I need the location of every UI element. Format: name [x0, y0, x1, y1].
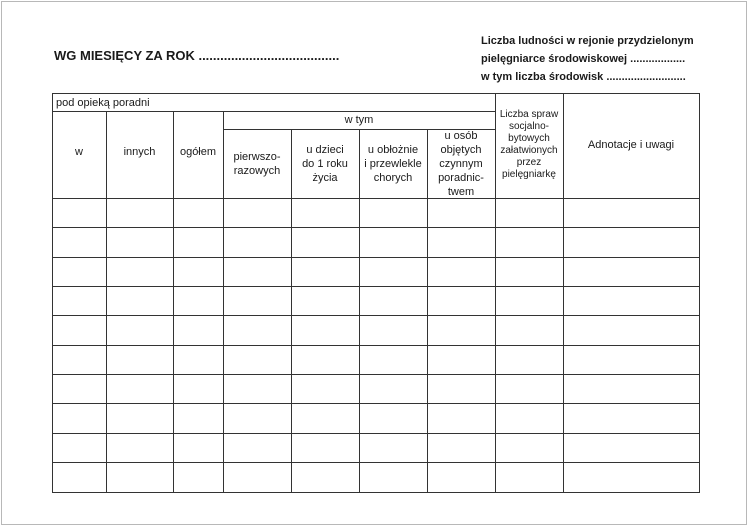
- table-cell[interactable]: [428, 375, 495, 403]
- table-cell[interactable]: [107, 375, 173, 403]
- table-cell[interactable]: [107, 346, 173, 374]
- header-pod-opieka: pod opieką poradni: [56, 96, 150, 109]
- table-cell[interactable]: [360, 434, 427, 462]
- table-cell[interactable]: [428, 199, 495, 227]
- table-cell[interactable]: [360, 258, 427, 286]
- table-cell[interactable]: [224, 404, 291, 433]
- table-cell[interactable]: [107, 463, 173, 492]
- table-cell[interactable]: [53, 199, 106, 227]
- table-cell[interactable]: [53, 434, 106, 462]
- table-cell[interactable]: [292, 375, 359, 403]
- table-cell[interactable]: [292, 258, 359, 286]
- table-cell[interactable]: [564, 258, 699, 286]
- table-cell[interactable]: [224, 463, 291, 492]
- table-cell[interactable]: [428, 287, 495, 315]
- col-liczba-spraw: Liczba spraw socjalno- bytowych załatwionych przez pielęgniarkę: [499, 108, 559, 180]
- table-cell[interactable]: [496, 375, 563, 403]
- table-cell[interactable]: [564, 404, 699, 433]
- table-cell[interactable]: [174, 346, 223, 374]
- table-cell[interactable]: [53, 258, 106, 286]
- table-cell[interactable]: [564, 287, 699, 315]
- table-cell[interactable]: [292, 404, 359, 433]
- table-cell[interactable]: [564, 316, 699, 345]
- table-cell[interactable]: [360, 463, 427, 492]
- table-cell[interactable]: [292, 316, 359, 345]
- table-cell[interactable]: [174, 404, 223, 433]
- table-cell[interactable]: [564, 199, 699, 227]
- col-adnotacje: Adnotacje i uwagi: [587, 139, 675, 151]
- table-cell[interactable]: [107, 228, 173, 257]
- table-cell[interactable]: [496, 346, 563, 374]
- table-cell[interactable]: [428, 228, 495, 257]
- table-cell[interactable]: [360, 199, 427, 227]
- table-border-bottom: [52, 492, 700, 493]
- stat-environments: w tym liczba środowisk ..........................: [481, 71, 686, 83]
- table-cell[interactable]: [224, 434, 291, 462]
- table-cell[interactable]: [428, 258, 495, 286]
- stat-nurse-district: pielęgniarce środowiskowej ..................: [481, 53, 686, 65]
- table-cell[interactable]: [53, 287, 106, 315]
- col-w: w: [75, 146, 83, 158]
- table-cell[interactable]: [292, 463, 359, 492]
- table-cell[interactable]: [224, 228, 291, 257]
- table-cell[interactable]: [360, 375, 427, 403]
- table-cell[interactable]: [224, 316, 291, 345]
- table-cell[interactable]: [292, 199, 359, 227]
- table-cell[interactable]: [360, 228, 427, 257]
- table-cell[interactable]: [428, 463, 495, 492]
- table-cell[interactable]: [224, 287, 291, 315]
- table-cell[interactable]: [428, 404, 495, 433]
- table-cell[interactable]: [292, 287, 359, 315]
- col-u-osob: u osób objętych czynnym poradnic- twem: [438, 129, 484, 198]
- table-cell[interactable]: [107, 434, 173, 462]
- table-cell[interactable]: [53, 375, 106, 403]
- table-cell[interactable]: [292, 228, 359, 257]
- table-cell[interactable]: [174, 199, 223, 227]
- table-cell[interactable]: [174, 463, 223, 492]
- col-innych: innych: [123, 146, 156, 158]
- table-cell[interactable]: [496, 404, 563, 433]
- table-cell[interactable]: [496, 287, 563, 315]
- table-cell[interactable]: [564, 434, 699, 462]
- table-cell[interactable]: [174, 287, 223, 315]
- table-cell[interactable]: [496, 434, 563, 462]
- table-cell[interactable]: [360, 404, 427, 433]
- stat-population: Liczba ludności w rejonie przydzielonym: [481, 35, 694, 47]
- form-title: WG MIESIĘCY ZA ROK .......................................: [54, 48, 340, 63]
- table-cell[interactable]: [224, 199, 291, 227]
- table-cell[interactable]: [224, 375, 291, 403]
- table-cell[interactable]: [53, 404, 106, 433]
- table-cell[interactable]: [53, 346, 106, 374]
- table-cell[interactable]: [564, 228, 699, 257]
- table-cell[interactable]: [564, 463, 699, 492]
- table-cell[interactable]: [53, 463, 106, 492]
- table-cell[interactable]: [224, 346, 291, 374]
- table-cell[interactable]: [428, 434, 495, 462]
- table-cell[interactable]: [174, 375, 223, 403]
- table-cell[interactable]: [107, 404, 173, 433]
- table-cell[interactable]: [292, 434, 359, 462]
- table-cell[interactable]: [496, 228, 563, 257]
- table-cell[interactable]: [292, 346, 359, 374]
- table-cell[interactable]: [107, 287, 173, 315]
- table-cell[interactable]: [496, 316, 563, 345]
- table-cell[interactable]: [496, 463, 563, 492]
- col-ogolem: ogółem: [179, 146, 217, 158]
- table-cell[interactable]: [174, 258, 223, 286]
- col-pierwszorazowych: pierwszo- razowych: [233, 150, 281, 177]
- table-cell[interactable]: [174, 228, 223, 257]
- table-cell[interactable]: [428, 346, 495, 374]
- col-u-oblozne: u obłożnie i przewlekle chorych: [364, 143, 422, 184]
- table-cell[interactable]: [428, 316, 495, 345]
- table-cell[interactable]: [496, 258, 563, 286]
- header-w-tym: w tym: [344, 114, 374, 126]
- table-cell[interactable]: [53, 316, 106, 345]
- col-u-dzieci: u dzieci do 1 roku życia: [302, 143, 348, 184]
- table-cell[interactable]: [53, 228, 106, 257]
- table-cell[interactable]: [174, 316, 223, 345]
- table-cell[interactable]: [224, 258, 291, 286]
- table-cell[interactable]: [360, 287, 427, 315]
- table-cell[interactable]: [107, 199, 173, 227]
- table-cell[interactable]: [107, 258, 173, 286]
- table-cell[interactable]: [564, 375, 699, 403]
- table-border-right: [699, 93, 700, 492]
- table-cell[interactable]: [107, 316, 173, 345]
- table-cell[interactable]: [564, 346, 699, 374]
- table-cell[interactable]: [496, 199, 563, 227]
- table-cell[interactable]: [360, 316, 427, 345]
- table-cell[interactable]: [360, 346, 427, 374]
- table-cell[interactable]: [174, 434, 223, 462]
